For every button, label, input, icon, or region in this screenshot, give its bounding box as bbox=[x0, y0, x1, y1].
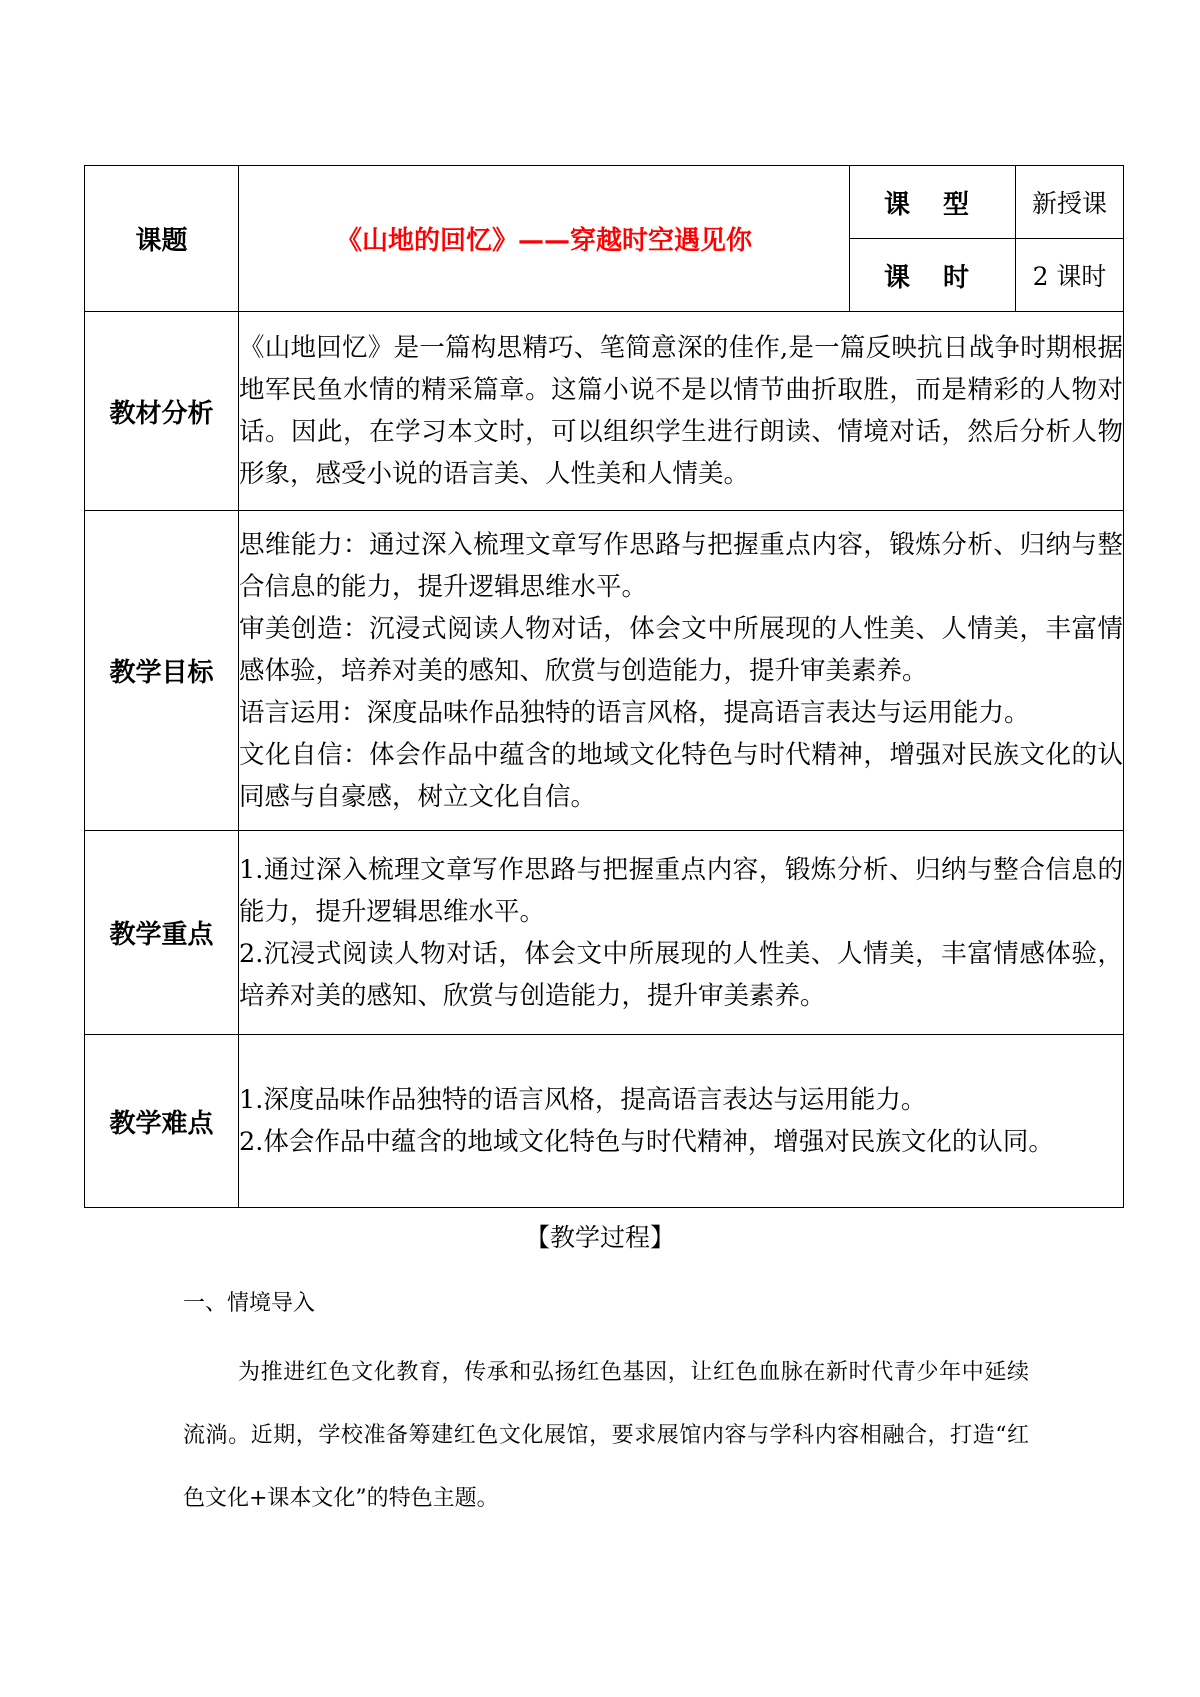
class-hours-label: 课 时 bbox=[850, 239, 1016, 312]
key-point-2: 2.沉浸式阅读人物对话，体会文中所展现的人性美、人情美，丰富情感体验，培养对美的感知、欣赏与创造能力，提升审美素养。 bbox=[239, 938, 1123, 1011]
difficulty-1: 1.深度品味作品独特的语言风格，提高语言表达与运用能力。 bbox=[239, 1085, 927, 1115]
difficulty-2: 2.体会作品中蕴含的地域文化特色与时代精神，增强对民族文化的认同。 bbox=[239, 1127, 1054, 1157]
lesson-plan-table bbox=[84, 165, 1124, 1208]
difficulties-label: 教学难点 bbox=[85, 1035, 239, 1208]
goal-language: 语言运用：深度品味作品独特的语言风格，提高语言表达与运用能力。 bbox=[239, 697, 1030, 728]
key-points-text bbox=[239, 831, 1124, 1035]
teaching-process-heading: 【教学过程】 bbox=[524, 1223, 675, 1252]
class-hours-value: 2 课时 bbox=[1016, 239, 1124, 312]
section-1-title: 一、情境导入 bbox=[183, 1291, 316, 1316]
table-row bbox=[85, 1035, 1124, 1208]
key-points-label: 教学重点 bbox=[85, 831, 239, 1035]
table-row bbox=[85, 312, 1124, 511]
goal-culture: 文化自信：体会作品中蕴含的地域文化特色与时代精神，增强对民族文化的认同感与自豪感，树立文化自信。 bbox=[239, 739, 1123, 812]
goal-thinking: 思维能力：通过深入梳理文章写作思路与把握重点内容，锻炼分析、归纳与整合信息的能力，提升逻辑思维水平。 bbox=[239, 529, 1123, 602]
table-row bbox=[85, 166, 1124, 239]
table-row bbox=[85, 511, 1124, 831]
textbook-analysis-label: 教材分析 bbox=[85, 312, 239, 511]
analysis-paragraph: 《山地回忆》是一篇构思精巧、笔简意深的佳作,是一篇反映抗日战争时期根据地军民鱼水情的精采篇章。这篇小说不是以情节曲折取胜，而是精彩的人物对话。因此，在学习本文时，可以组织学生进行朗读、情境对话，然后分析人物形象，感受小说的语言美、人性美和人情美。 bbox=[239, 333, 1123, 489]
lesson-type-label: 课 型 bbox=[850, 166, 1016, 239]
key-point-1: 1.通过深入梳理文章写作思路与把握重点内容，锻炼分析、归纳与整合信息的能力，提升逻辑思维水平。 bbox=[239, 854, 1123, 927]
teaching-goals-label: 教学目标 bbox=[85, 511, 239, 831]
teaching-goals-text bbox=[239, 511, 1124, 831]
topic-label: 课题 bbox=[85, 166, 239, 312]
section-1-paragraph: 为推进红色文化教育，传承和弘扬红色基因，让红色血脉在新时代青少年中延续流淌。近期，学校准备筹建红色文化展馆，要求展馆内容与学科内容相融合，打造“红色文化+课本文化”的特色主题。 bbox=[183, 1360, 1029, 1511]
lesson-title: 《山地的回忆》——穿越时空遇见你 bbox=[239, 166, 850, 312]
difficulties-text bbox=[239, 1035, 1124, 1208]
goal-aesthetic: 审美创造：沉浸式阅读人物对话，体会文中所展现的人性美、人情美，丰富情感体验，培养对美的感知、欣赏与创造能力，提升审美素养。 bbox=[239, 613, 1123, 686]
textbook-analysis-text bbox=[239, 312, 1124, 511]
table-row bbox=[85, 831, 1124, 1035]
lesson-type-value: 新授课 bbox=[1016, 166, 1124, 239]
